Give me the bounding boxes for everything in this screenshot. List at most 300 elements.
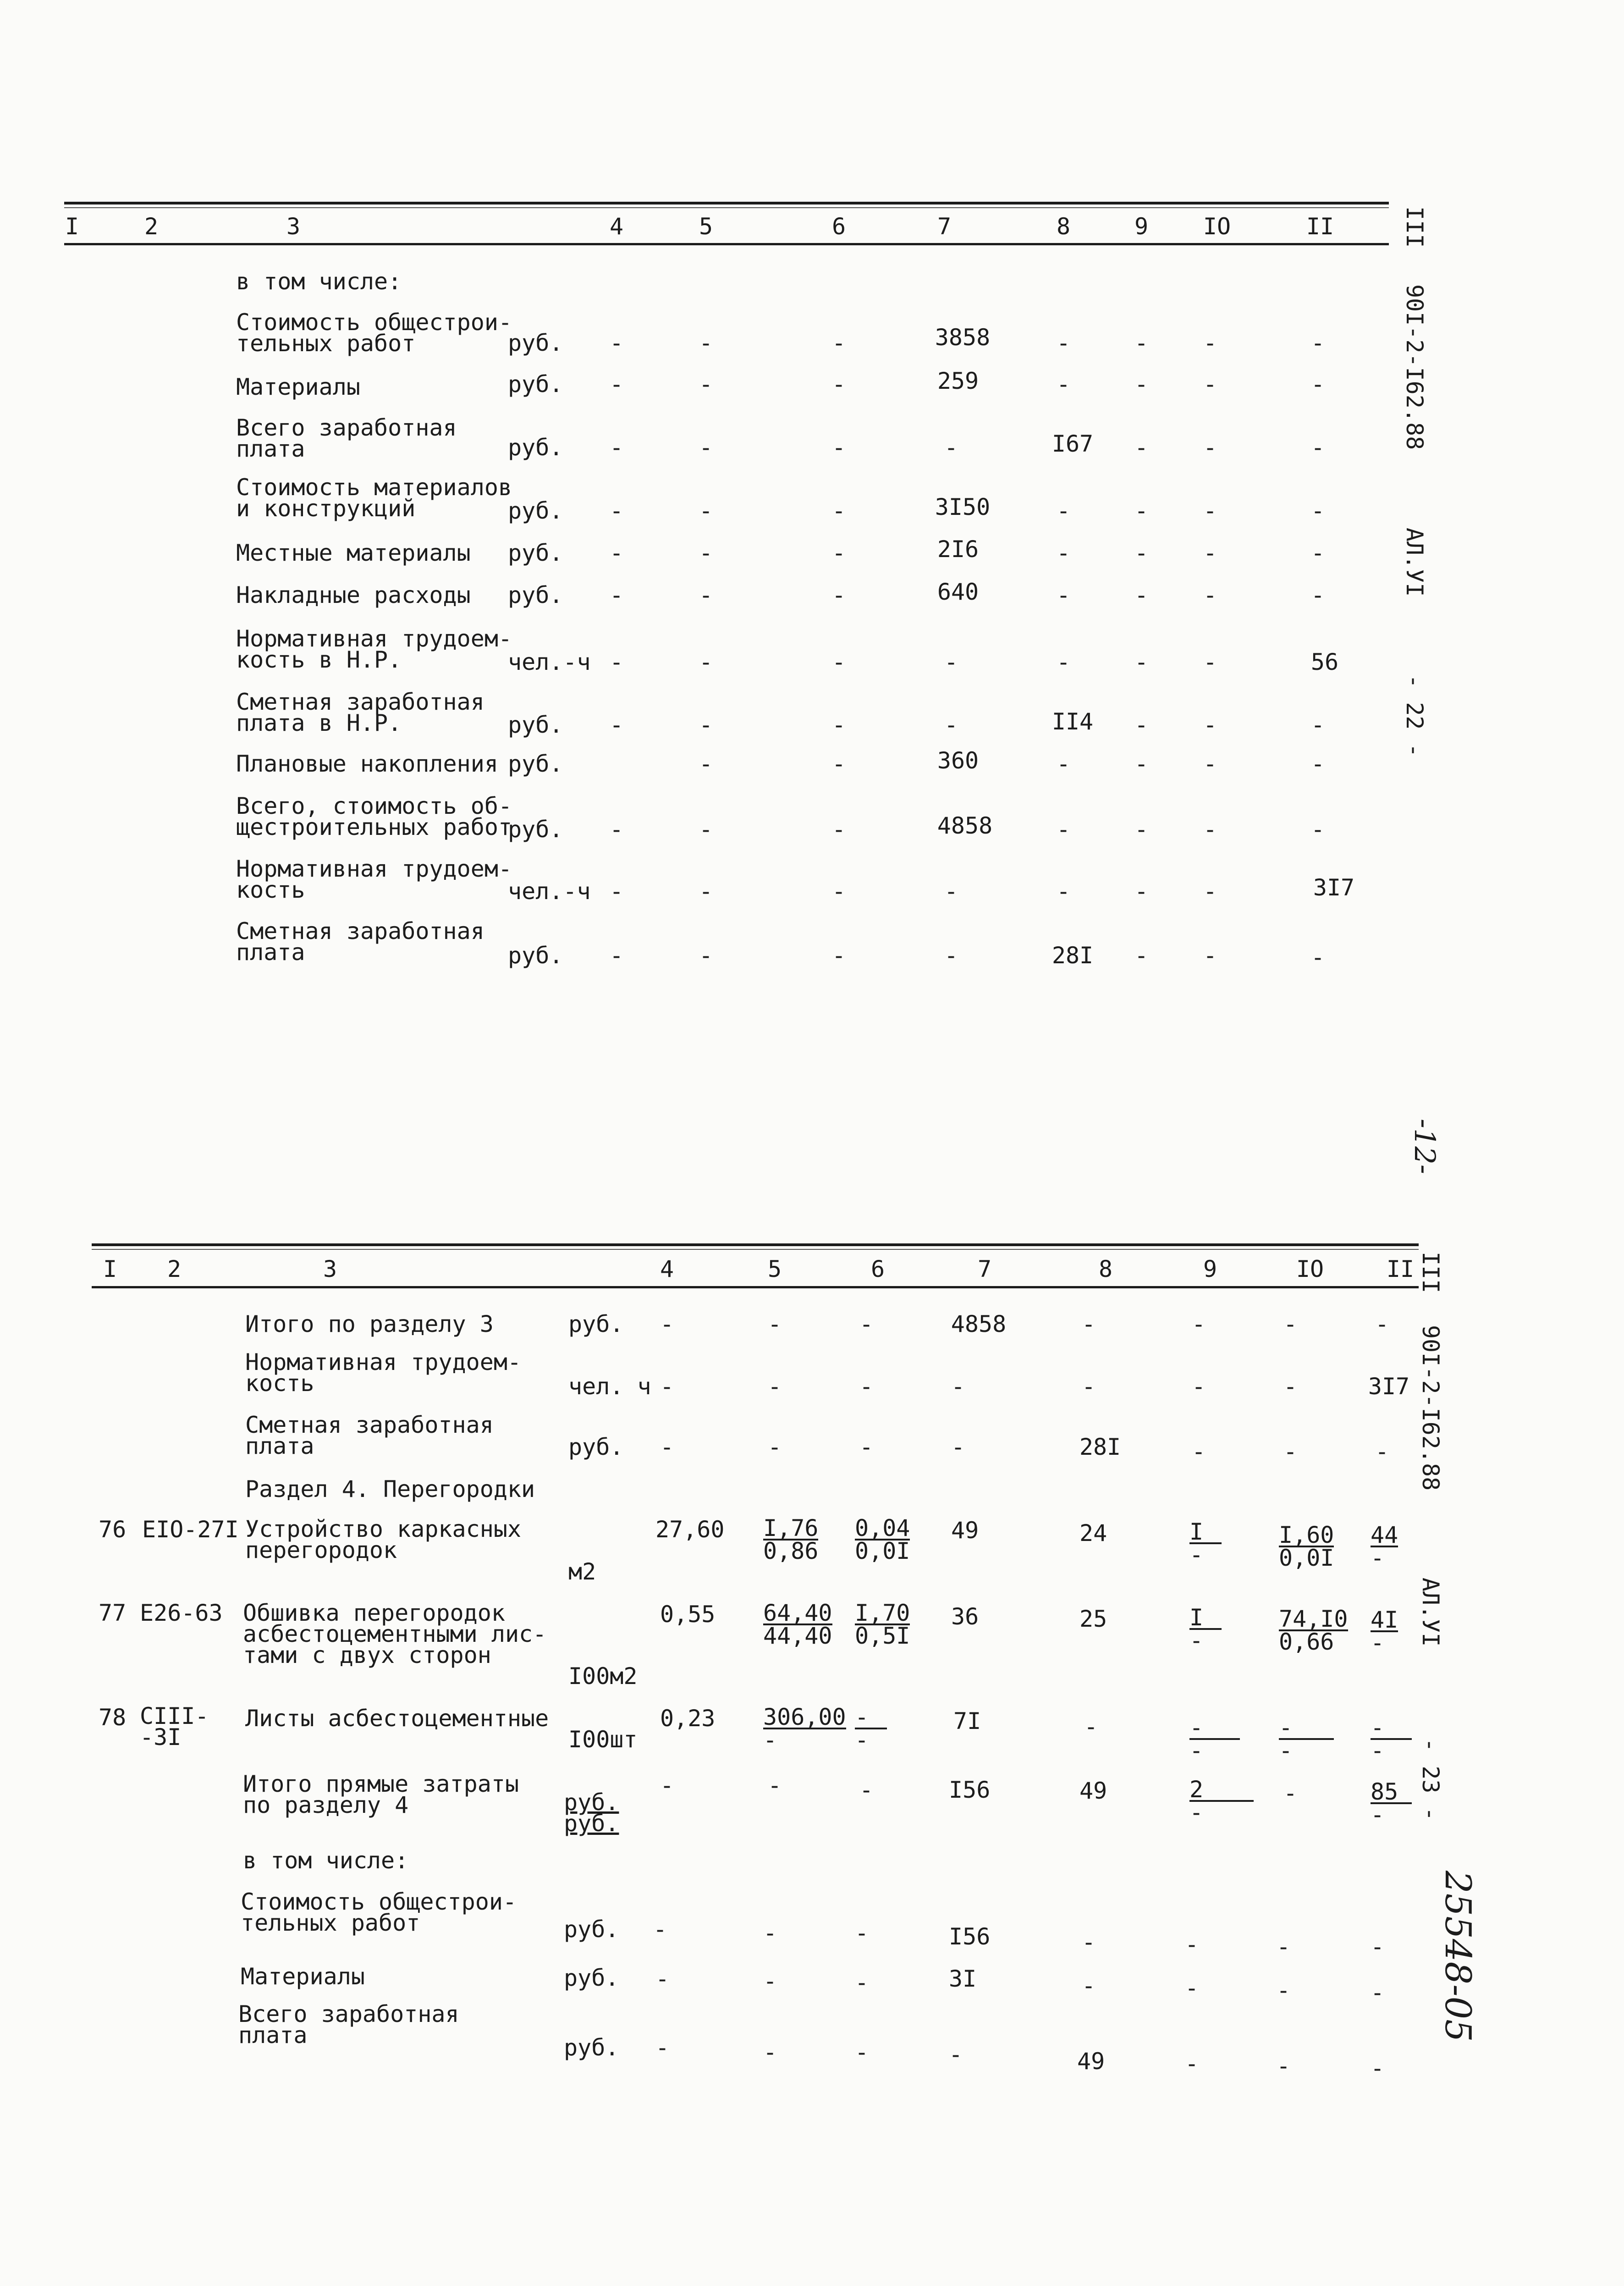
cell-c8: 24: [1079, 1520, 1107, 1546]
stamp-series: III: [1417, 1252, 1444, 1293]
row-number: 78: [99, 1704, 127, 1731]
numerator: 74,I0: [1279, 1606, 1348, 1632]
cell-c5: -: [763, 1968, 777, 1994]
bottom-table-rule-upper: [92, 1243, 1419, 1246]
cell-c9: -: [1184, 1931, 1199, 1958]
row-name: Накладные расходы: [236, 582, 471, 608]
cell-c7: 259: [937, 368, 979, 394]
row-name: Итого прямые затраты по разделу 4: [243, 1771, 519, 1818]
cell-c11: -: [1310, 540, 1325, 566]
col-header: 2: [144, 213, 159, 240]
row-name: Местные материалы: [236, 540, 471, 566]
row-name: Устройство каркасных перегородок: [245, 1516, 522, 1563]
cell-c5: -: [767, 1772, 782, 1799]
cell-c11: 3I7: [1313, 874, 1355, 901]
row-name: Всего заработная плата: [236, 414, 457, 462]
cell-c7: 7I: [953, 1708, 981, 1734]
cell-c6: -: [831, 712, 846, 738]
cell-c7: -: [944, 942, 958, 969]
col-header: 9: [1134, 213, 1149, 240]
cell-c9: -: [1191, 1311, 1206, 1337]
row-name: Нормативная трудоем- кость: [236, 856, 512, 903]
numerator: 306,00: [763, 1704, 846, 1730]
numerator: -: [1189, 1717, 1240, 1740]
row-unit: руб.: [508, 816, 563, 843]
cell-c8: -: [1056, 540, 1071, 566]
cell-c10: -: [1203, 942, 1217, 969]
cell-c7: 36: [951, 1603, 979, 1630]
cell-c6: -: [831, 540, 846, 566]
row-unit: I00м2: [568, 1663, 638, 1690]
cell-c9: [1189, 1518, 1222, 1568]
cell-c5: -: [699, 649, 713, 675]
cell-c4: -: [660, 1311, 674, 1337]
row-unit: руб.: [508, 540, 563, 566]
cell-c5: -: [699, 497, 713, 524]
cell-c9: [1189, 1776, 1254, 1826]
cell-c5: [763, 1600, 832, 1649]
row-name: Материалы: [236, 374, 360, 400]
row-unit: чел.-ч: [508, 878, 591, 905]
col-header: 6: [831, 213, 846, 240]
stamp-code: 90I-2-I62.88: [1417, 1325, 1444, 1491]
cell-c5: [763, 1704, 846, 1753]
row-unit: руб.: [568, 1311, 624, 1337]
cell-c4: -: [655, 2034, 670, 2061]
row-code: E26-63: [140, 1600, 223, 1626]
cell-c11: -: [1310, 434, 1325, 461]
side-stamp-bottom: [1417, 1252, 1444, 1821]
cell-c11: [1371, 1607, 1398, 1656]
cell-c6: -: [831, 497, 846, 524]
denominator: 0,0I: [855, 1538, 910, 1564]
cell-c10: -: [1283, 1438, 1298, 1465]
cell-c9: -: [1191, 1373, 1206, 1400]
cell-c9: -: [1134, 878, 1149, 905]
denominator: -: [1371, 1545, 1385, 1571]
cell-c6: -: [831, 649, 846, 675]
cell-c10: [1279, 1606, 1348, 1655]
cell-c7: -: [944, 712, 958, 738]
cell-c5: -: [763, 2039, 777, 2065]
row-unit: руб.: [508, 751, 563, 777]
cell-c7: 360: [937, 747, 979, 774]
cell-c10: -: [1203, 371, 1217, 398]
cell-c7: 3858: [935, 324, 991, 351]
row-number: 77: [99, 1600, 127, 1626]
cell-c7: -: [944, 434, 958, 461]
cell-c7: 49: [951, 1517, 979, 1544]
row-unit: руб.: [508, 371, 563, 398]
row-unit: м2: [568, 1558, 596, 1585]
cell-c9: -: [1134, 751, 1149, 777]
col-header: 4: [609, 213, 624, 240]
row-unit: I00шт: [568, 1726, 638, 1753]
col-header: 4: [660, 1256, 674, 1282]
cell-c10: -: [1203, 540, 1217, 566]
cell-c9: -: [1134, 649, 1149, 675]
stamp-album: АЛ.УI: [1401, 527, 1428, 597]
cell-c4: -: [609, 649, 624, 675]
col-header: 8: [1098, 1256, 1113, 1282]
denominator: 0,5I: [855, 1623, 910, 1649]
cell-c9: -: [1134, 942, 1149, 969]
row-unit: руб.: [508, 942, 563, 969]
col-header: II: [1386, 1256, 1415, 1282]
row-name: Листы асбестоцементные: [245, 1705, 549, 1732]
page-number: -12-: [1408, 1119, 1442, 1174]
cell-c7: -: [948, 2041, 963, 2068]
numerator: I: [1189, 1521, 1222, 1544]
row-unit: руб.: [508, 434, 563, 461]
cell-c8: II4: [1051, 708, 1094, 735]
row-number: 76: [99, 1516, 127, 1543]
row-name: Плановые накопления: [236, 751, 498, 777]
cell-c10: -: [1203, 878, 1217, 905]
numerator: I,70: [855, 1600, 910, 1626]
cell-c11: -: [1310, 582, 1325, 608]
cell-c7: -: [944, 649, 958, 675]
denominator: 0,66: [1279, 1629, 1334, 1655]
numerator: 2: [1189, 1779, 1254, 1802]
cell-c4: -: [655, 1966, 670, 1992]
row-unit: руб.: [564, 1965, 619, 1991]
col-header: IO: [1296, 1256, 1324, 1282]
cell-c8: 49: [1079, 1778, 1107, 1804]
top-table-rule-upper-thin: [64, 207, 1389, 208]
row-name: Всего, стоимость об- щестроительных работ: [236, 793, 512, 840]
cell-c11: -: [1370, 1979, 1385, 2006]
denominator: -: [1189, 1627, 1204, 1654]
cell-c9: -: [1134, 712, 1149, 738]
cell-c4: 0,55: [660, 1601, 716, 1628]
section-label: Раздел 4. Перегородки: [245, 1476, 535, 1502]
cell-c6: -: [831, 816, 846, 843]
cell-c9: -: [1134, 330, 1149, 356]
cell-c6: -: [831, 878, 846, 905]
cell-c8: -: [1056, 497, 1071, 524]
numerator: 85: [1371, 1781, 1412, 1804]
row-name: Нормативная трудоем- кость: [245, 1349, 522, 1397]
cell-c8: -: [1056, 371, 1071, 398]
cell-c4: -: [660, 1434, 674, 1460]
denominator: 0,86: [763, 1538, 819, 1564]
cell-c5: -: [699, 712, 713, 738]
cell-c4: -: [609, 878, 624, 905]
cell-c8: -: [1056, 816, 1071, 843]
cell-c8: 49: [1077, 2048, 1105, 2075]
cell-c11: -: [1370, 2055, 1385, 2082]
section-label: в том числе:: [243, 1847, 409, 1874]
numerator: 0,04: [855, 1515, 910, 1541]
cell-c9: -: [1134, 582, 1149, 608]
inventory-number: 25548-05: [1437, 1871, 1478, 2042]
cell-c4: 0,23: [660, 1705, 716, 1732]
cell-c5: -: [699, 371, 713, 398]
cell-c8: 28I: [1079, 1434, 1121, 1460]
cell-c6: -: [831, 582, 846, 608]
col-header: II: [1306, 213, 1334, 240]
numerator: -: [1279, 1717, 1334, 1740]
cell-c5: -: [699, 816, 713, 843]
cell-c11: -: [1310, 751, 1325, 777]
bottom-table-rule-upper-thin: [92, 1249, 1419, 1250]
side-stamp-top: [1401, 206, 1428, 757]
row-unit: руб. руб.: [564, 1789, 619, 1837]
cell-c6: -: [854, 2039, 869, 2065]
cell-c5: -: [699, 942, 713, 969]
cell-c10: -: [1276, 2053, 1291, 2079]
col-header: IO: [1203, 213, 1231, 240]
cell-c6: -: [854, 1920, 869, 1946]
cell-c10: [1279, 1714, 1334, 1764]
row-code: EIO-27I: [142, 1516, 239, 1543]
cell-c5: -: [699, 878, 713, 905]
stamp-series: III: [1401, 206, 1428, 248]
col-header: 9: [1203, 1256, 1217, 1282]
cell-c11: [1371, 1714, 1412, 1764]
cell-c4: -: [609, 497, 624, 524]
cell-c10: -: [1203, 434, 1217, 461]
denominator: -: [1371, 1737, 1385, 1764]
col-header: 3: [286, 213, 301, 240]
row-unit: руб.: [564, 1916, 619, 1943]
row-unit: руб.: [564, 2034, 619, 2061]
cell-c11: -: [1310, 371, 1325, 398]
row-name: Стоимость общестрои- тельных работ: [241, 1888, 517, 1936]
cell-c6: -: [859, 1373, 874, 1400]
cell-c8: -: [1056, 649, 1071, 675]
col-header: I: [103, 1256, 117, 1282]
cell-c8: 25: [1079, 1606, 1107, 1632]
cell-c10: -: [1276, 1977, 1291, 2004]
cell-c10: -: [1203, 497, 1217, 524]
cell-c4: -: [609, 434, 624, 461]
row-name: Стоимость материалов и конструкций: [236, 474, 512, 522]
cell-c10: -: [1276, 1933, 1291, 1960]
numerator: -: [855, 1706, 887, 1729]
row-unit: руб.: [508, 582, 563, 608]
cell-c9: -: [1184, 1975, 1199, 2001]
cell-c9: -: [1134, 371, 1149, 398]
row-unit: чел. ч: [568, 1373, 651, 1400]
numerator: I,60: [1279, 1522, 1334, 1548]
cell-c5: -: [767, 1311, 782, 1337]
cell-c7: I56: [949, 1923, 991, 1950]
cell-c6: -: [831, 434, 846, 461]
cell-c6: -: [854, 1969, 869, 1996]
section-label: в том числе:: [236, 268, 402, 295]
cell-c11: -: [1310, 816, 1325, 843]
cell-c9: -: [1134, 816, 1149, 843]
row-unit: руб.: [508, 712, 563, 738]
denominator: -: [763, 1727, 777, 1753]
denominator: -: [1189, 1541, 1204, 1568]
cell-c7: 640: [937, 579, 979, 605]
row-unit: руб.: [508, 497, 563, 524]
row-name: Сметная заработная плата: [236, 918, 484, 966]
cell-c4: -: [660, 1772, 674, 1799]
denominator: -: [1189, 1799, 1204, 1826]
cell-c10: [1279, 1522, 1334, 1571]
cell-c7: I56: [949, 1777, 991, 1803]
row-name: Сметная заработная плата: [245, 1412, 494, 1459]
row-name: Сметная заработная плата в Н.Р.: [236, 689, 484, 736]
denominator: -: [855, 1727, 869, 1753]
row-unit: руб.: [508, 330, 563, 356]
numerator: 44: [1371, 1522, 1398, 1548]
cell-c5: -: [767, 1373, 782, 1400]
cell-c5: -: [699, 434, 713, 461]
cell-c9: -: [1134, 540, 1149, 566]
cell-c6: -: [859, 1777, 874, 1803]
col-header: 5: [767, 1256, 782, 1282]
col-header: 2: [167, 1256, 182, 1282]
cell-c8: -: [1081, 1311, 1096, 1337]
cell-c9: -: [1134, 434, 1149, 461]
cell-c8: -: [1081, 1373, 1096, 1400]
col-header: 7: [977, 1256, 992, 1282]
numerator: I: [1189, 1607, 1222, 1630]
cell-c9: -: [1191, 1438, 1206, 1465]
cell-c6: -: [859, 1434, 874, 1460]
cell-c4: -: [653, 1916, 667, 1943]
cell-c10: -: [1283, 1780, 1298, 1806]
stamp-album: АЛ.УI: [1417, 1577, 1444, 1647]
cell-c8: 28I: [1051, 942, 1094, 969]
stamp-page: - 22 -: [1401, 674, 1428, 757]
cell-c6: -: [831, 330, 846, 356]
cell-c8: -: [1081, 1972, 1096, 1999]
col-header: 3: [323, 1256, 337, 1282]
cell-c11: -: [1375, 1311, 1389, 1337]
col-header: 6: [870, 1256, 885, 1282]
cell-c7: 4858: [937, 812, 993, 839]
cell-c7: 2I6: [937, 536, 979, 563]
cell-c11: [1371, 1778, 1412, 1828]
cell-c7: -: [951, 1373, 965, 1400]
cell-c7: -: [944, 878, 958, 905]
cell-c11: -: [1310, 330, 1325, 356]
cell-c4: -: [660, 1373, 674, 1400]
cell-c10: -: [1203, 816, 1217, 843]
cell-c11: -: [1370, 1933, 1385, 1960]
cell-c10: -: [1203, 330, 1217, 356]
numerator: -: [1371, 1717, 1412, 1740]
denominator: -: [1279, 1737, 1293, 1764]
cell-c4: -: [609, 712, 624, 738]
cell-c10: -: [1203, 751, 1217, 777]
cell-c9: [1189, 1714, 1240, 1764]
cell-c6: -: [859, 1311, 874, 1337]
cell-c5: -: [767, 1434, 782, 1460]
cell-c6: -: [831, 371, 846, 398]
numerator: 64,40: [763, 1600, 832, 1626]
cell-c4: -: [609, 816, 624, 843]
col-header: 7: [937, 213, 952, 240]
col-header: 5: [699, 213, 713, 240]
bottom-table-rule-lower: [92, 1286, 1419, 1288]
cell-c7: 4858: [951, 1311, 1007, 1337]
cell-c11: -: [1310, 497, 1325, 524]
cell-c5: [763, 1515, 819, 1564]
row-name: Нормативная трудоем- кость в Н.Р.: [236, 625, 512, 673]
row-code: CIII- -3I: [140, 1703, 209, 1750]
cell-c10: -: [1283, 1311, 1298, 1337]
cell-c9: [1189, 1604, 1222, 1654]
cell-c8: -: [1084, 1713, 1098, 1740]
col-header: I: [65, 213, 79, 240]
cell-c11: -: [1310, 944, 1325, 971]
cell-c6: [855, 1515, 910, 1564]
top-table-rule-upper: [64, 202, 1389, 204]
top-table-rule-lower: [64, 243, 1389, 245]
cell-c10: -: [1203, 582, 1217, 608]
cell-c6: -: [831, 751, 846, 777]
cell-c4: -: [609, 942, 624, 969]
cell-c5: -: [763, 1920, 777, 1946]
cell-c5: -: [699, 751, 713, 777]
denominator: -: [1371, 1629, 1385, 1656]
cell-c8: -: [1056, 330, 1071, 356]
cell-c4: -: [609, 540, 624, 566]
numerator: I,76: [763, 1515, 819, 1541]
cell-c5: -: [699, 330, 713, 356]
cell-c10: -: [1283, 1373, 1298, 1400]
cell-c9: -: [1184, 2050, 1199, 2077]
row-name: Стоимость общестрои- тельных работ: [236, 309, 512, 357]
row-name: Материалы: [241, 1963, 365, 1990]
cell-c6: -: [831, 942, 846, 969]
cell-c5: -: [699, 540, 713, 566]
denominator: 0,0I: [1279, 1545, 1334, 1571]
col-header: 8: [1056, 213, 1071, 240]
cell-c11: -: [1375, 1438, 1389, 1465]
cell-c7: -: [951, 1434, 965, 1460]
cell-c4: -: [609, 371, 624, 398]
row-unit: руб.: [568, 1434, 624, 1460]
cell-c11: 56: [1310, 649, 1339, 675]
cell-c11: 3I7: [1368, 1373, 1410, 1400]
cell-c5: -: [699, 582, 713, 608]
cell-c8: I67: [1051, 431, 1094, 457]
row-name: Обшивка перегородок асбестоцементными лис- тами с двух сторон: [243, 1600, 547, 1668]
cell-c10: -: [1203, 649, 1217, 675]
cell-c8: -: [1056, 751, 1071, 777]
cell-c6: [855, 1600, 910, 1649]
cell-c6: [855, 1704, 887, 1753]
cell-c4: 27,60: [655, 1516, 725, 1543]
stamp-code: 90I-2-I62.88: [1401, 284, 1428, 450]
cell-c7: 3I: [949, 1966, 977, 1992]
cell-c8: -: [1056, 878, 1071, 905]
cell-c4: -: [609, 582, 624, 608]
row-name: Итого по разделу 3: [245, 1311, 494, 1337]
cell-c9: -: [1134, 497, 1149, 524]
row-unit: чел.-ч: [508, 649, 591, 675]
denominator: -: [1371, 1801, 1385, 1828]
row-name: Всего заработная плата: [238, 2001, 459, 2049]
cell-c8: -: [1081, 1929, 1096, 1955]
cell-c4: -: [609, 330, 624, 356]
cell-c8: -: [1056, 582, 1071, 608]
numerator: 4I: [1371, 1607, 1398, 1633]
denominator: -: [1189, 1737, 1204, 1764]
stamp-page: - 23 -: [1417, 1738, 1444, 1821]
cell-c7: 3I50: [935, 494, 991, 520]
denominator: 44,40: [763, 1623, 832, 1649]
cell-c10: -: [1203, 712, 1217, 738]
